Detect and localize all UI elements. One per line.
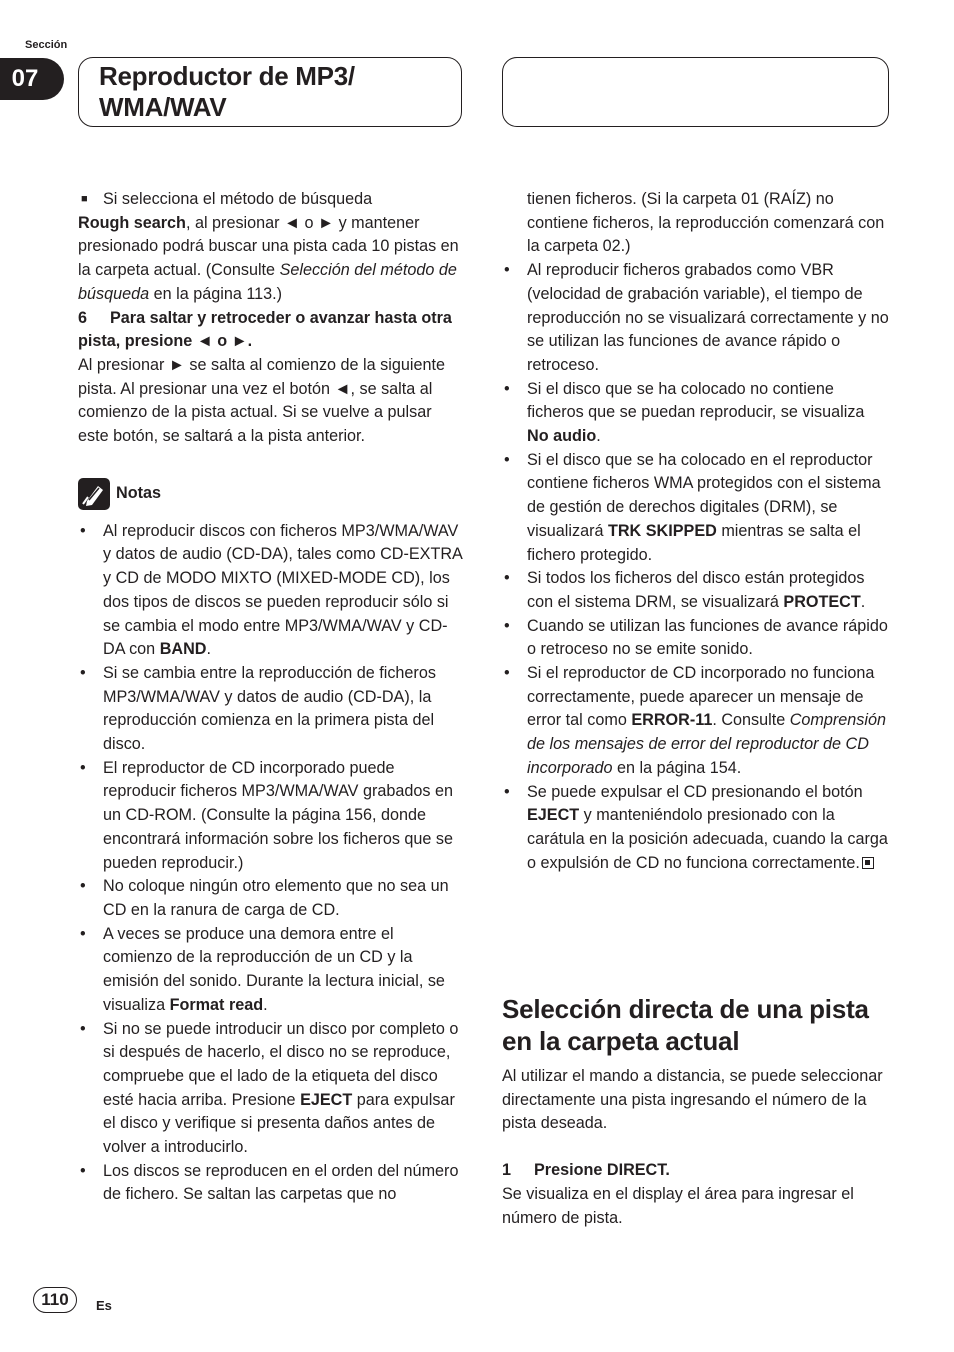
step-6-heading <box>78 307 464 354</box>
list-item: • El reproductor de CD incorporado puede reproducir ficheros MP3/WMA/WAV grabados en un CD-ROM. (Consulte la página 156, donde encontrará información sobre los ficheros que se pueden reproducir.) <box>80 758 454 872</box>
list-item: • Los discos se reproducen en el orden del número de fichero. Se saltan las carpetas que no <box>80 1161 459 1204</box>
section-body <box>502 1065 890 1230</box>
notes-label: Notas <box>116 483 161 502</box>
bullet-dot-icon: • <box>504 450 510 469</box>
step-number: 1 <box>502 1161 512 1180</box>
right-notes-list <box>502 259 890 875</box>
bullet-dot-icon: • <box>80 758 86 777</box>
bullet-dot-icon: • <box>504 782 510 801</box>
end-of-section-icon <box>862 857 874 869</box>
intro-line1: Si selecciona el método de búsqueda <box>103 190 373 208</box>
list-item: • Si el disco que se ha colocado no contiene ficheros que se puedan reproducir, se visualiza No audio. <box>504 379 865 446</box>
bullet-dot-icon: • <box>504 379 510 398</box>
list-item: • Se puede expulsar el CD presionando el botón EJECT y manteniéndolo presionado con la carátula en la posición adecuada, cuando la carga o expulsión de CD no funciona correctamente. <box>504 782 888 872</box>
square-bullet-icon: ■ <box>81 193 88 205</box>
page-number: 110 <box>33 1287 77 1313</box>
intro-text1: , al presionar ◄ o ► y mantener presionado podrá buscar una pista cada 10 pistas en la carpeta actual. (Consulte <box>78 213 459 280</box>
notes-header <box>78 477 464 511</box>
step-6-body: Al presionar ► se salta al comienzo de la siguiente pista. Al presionar una vez el botón ◄, se salta al comienzo de la pista actual. Si se vuelve a pulsar este botón, se saltará a la pista anterior. <box>78 355 445 446</box>
intro-italic: Selección del método de búsqueda <box>78 261 457 303</box>
continued-note: tienen ficheros. (Si la carpeta 01 (RAÍZ) no contiene ficheros, la reproducción comenzará con la carpeta 02.) <box>527 190 885 256</box>
left-notes-list <box>78 520 464 1207</box>
bullet-dot-icon: • <box>504 261 510 280</box>
step-number: 6 <box>78 308 88 327</box>
chapter-title-box <box>78 57 462 127</box>
bullet-dot-icon: • <box>80 1019 86 1038</box>
language-code: Es <box>96 1298 112 1313</box>
bullet-dot-icon: • <box>80 924 86 943</box>
bullet-dot-icon: • <box>80 663 86 682</box>
list-item: • Al reproducir discos con ficheros MP3/WMA/WAV y datos de audio (CD-DA), tales como CD-EXTRA y CD de MODO MIXTO (MIXED-MODE CD), los dos tipos de discos se pueden reproducir sólo si se cambia el modo entre MP3/WMA/WAV y CD-DA con BAND. <box>80 521 462 659</box>
list-item: • Si se cambia entre la reproducción de ficheros MP3/WMA/WAV y datos de audio (CD-DA), la reproducción comienza en la primera pista del disco. <box>80 663 436 754</box>
section-number-badge: 07 <box>0 58 64 100</box>
bullet-dot-icon: • <box>80 521 86 540</box>
section-label: Sección <box>25 39 68 51</box>
list-item: • Si el disco que se ha colocado en el reproductor contiene ficheros WMA protegidos con el sistema de gestión de derechos digitales (DRM), se visualizará TRK SKIPPED mientras se salta el fichero protegido. <box>504 450 881 564</box>
bullet-dot-icon: • <box>504 616 510 635</box>
step-heading-text: Presione DIRECT. <box>534 1161 670 1180</box>
chapter-title: Reproductor de MP3/ WMA/WAV <box>99 61 355 122</box>
notes-pencil-icon <box>78 478 110 510</box>
list-item: • Si el reproductor de CD incorporado no funciona correctamente, puede aparecer un mensaje de error tal como ERROR-11. Consulte Comprensión de los mensajes de error del reproductor de CD incorporado en la página 154. <box>504 664 886 777</box>
step-heading-text: Para saltar y retroceder o avanzar hasta otra pista, presione ◄ o ►. <box>78 308 452 351</box>
list-item: • Si todos los ficheros del disco están protegidos con el sistema DRM, se visualizará PROTECT. <box>504 569 866 611</box>
step-1-heading <box>502 1159 890 1183</box>
intro-square-item <box>78 188 464 307</box>
list-item: • Si no se puede introducir un disco por completo o si después de hacerlo, el disco no se reproduce, compruebe que el lado de la etiqueta del disco esté hacia arriba. Presione EJECT para expulsar el disco y verifique si presenta daños antes de volver a introducirlo. <box>80 1019 459 1157</box>
list-item: • Cuando se utilizan las funciones de avance rápido o retroceso no se emite sonido. <box>504 616 888 659</box>
list-item: • Al reproducir ficheros grabados como VBR (velocidad de grabación variable), el tiempo de reproducción no se visualizará correctamente y no se utilizan las funciones de avance rápido o retroceso. <box>504 261 889 374</box>
intro-text2: en la página 113.) <box>149 284 283 303</box>
step-1-body: Se visualiza en el display el área para ingresar el número de pista. <box>502 1184 854 1227</box>
header-blank-box <box>502 57 889 127</box>
bullet-dot-icon: • <box>504 569 510 588</box>
bullet-dot-icon: • <box>504 664 510 683</box>
list-item: • A veces se produce una demora entre el comienzo de la reproducción de un CD y la emisión del sonido. Durante la lectura inicial, se visualiza Format read. <box>80 924 445 1014</box>
left-column <box>78 188 464 1207</box>
bullet-dot-icon: • <box>80 1161 86 1180</box>
bullet-dot-icon: • <box>80 877 86 896</box>
intro-bold: Rough search <box>78 213 186 232</box>
right-column <box>502 188 890 875</box>
section-heading: Selección directa de una pista en la carpeta actual <box>502 994 869 1056</box>
list-item: • No coloque ningún otro elemento que no sea un CD en la ranura de carga de CD. <box>80 877 449 919</box>
section-intro: Al utilizar el mando a distancia, se puede seleccionar directamente una pista ingresando el número de la pista deseada. <box>502 1067 883 1133</box>
